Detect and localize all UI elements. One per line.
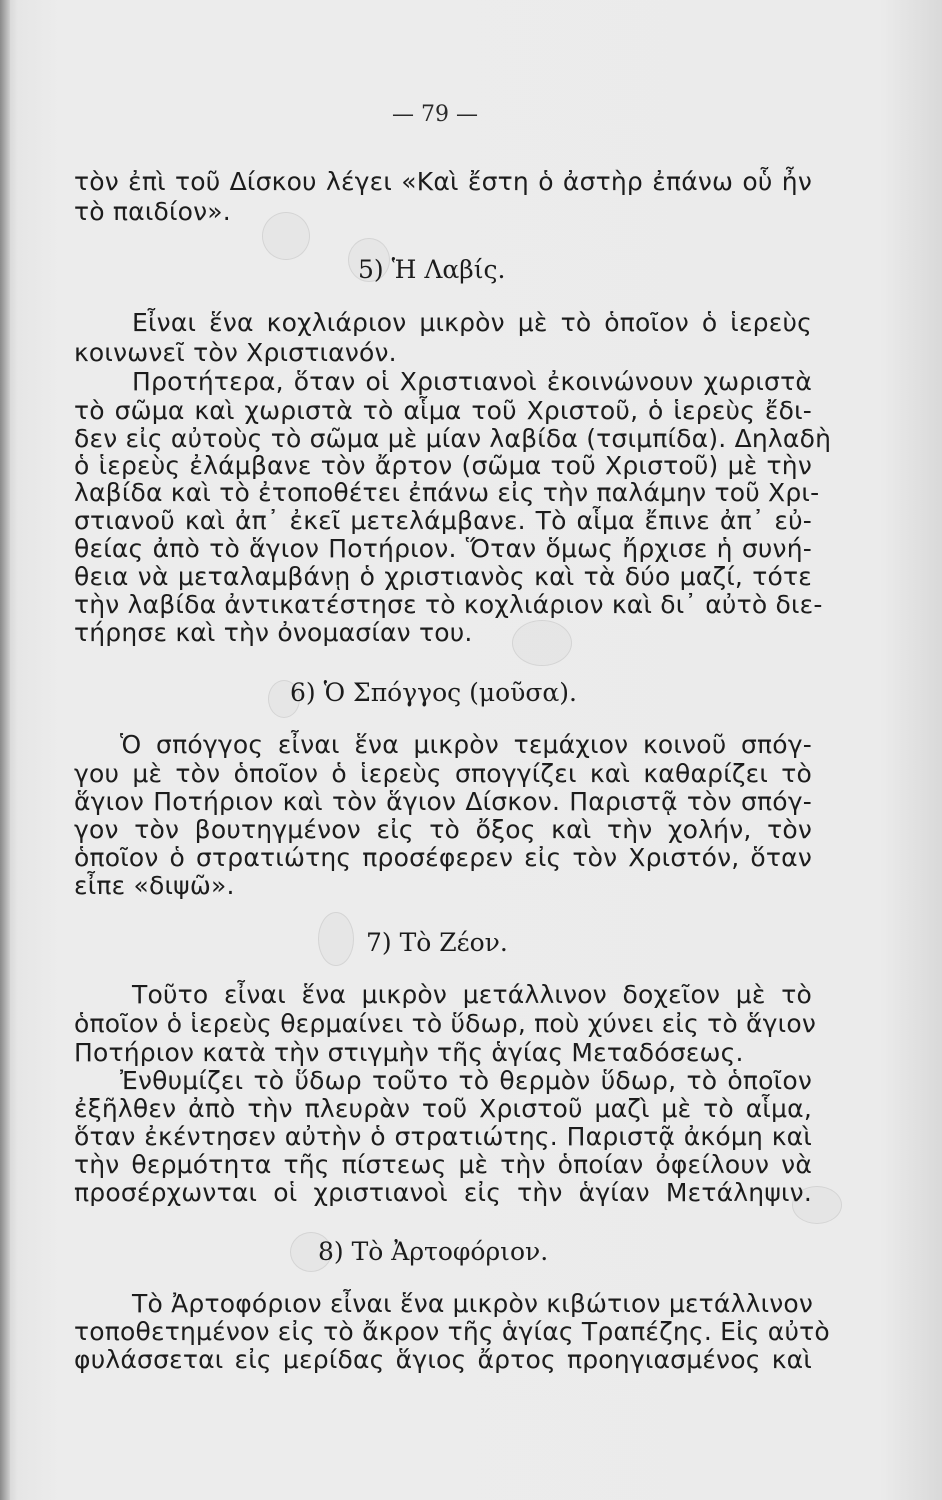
text-line: τὸν ἐπὶ τοῦ Δίσκου λέγει «Καὶ ἔστη ὁ ἀστὴρ ἐπάνω οὗ ἦν — [74, 167, 812, 196]
text-line: Προτήτερα, ὅταν οἱ Χριστιανοὶ ἐκοινώνουν χωριστὰ — [132, 367, 812, 396]
text-line: τὸ παιδίον». — [74, 197, 231, 226]
text-line: τὴν λαβίδα ἀντικατέστησε τὸ κοχλιάριον καὶ δι᾿ αὐτὸ διε- — [74, 590, 823, 619]
section-heading-8: 8) Τὸ Ἀρτοφόριον. — [318, 1237, 549, 1266]
text-line: θεια νὰ μεταλαμβάνῃ ὁ χριστιανὸς καὶ τὰ δύο μαζί, τότε — [74, 562, 812, 591]
text-line: τοποθετημένον εἰς τὸ ἄκρον τῆς ἁγίας Τραπέζης. Εἰς αὐτὸ — [74, 1317, 830, 1346]
text-line: Εἶναι ἕνα κοχλιάριον μικρὸν μὲ τὸ ὁποῖον ὁ ἱερεὺς — [132, 308, 812, 337]
text-line: τὴν θερμότητα τῆς πίστεως μὲ τὴν ὁποίαν ὀφείλουν νὰ — [74, 1150, 812, 1179]
text-line: λαβίδα καὶ τὸ ἐτοποθέτει ἐπάνω εἰς τὴν παλάμην τοῦ Χρι- — [74, 478, 820, 507]
text-line: στιανοῦ καὶ ἀπ᾿ ἐκεῖ μετελάμβανε. Τὸ αἷμα ἔπινε ἀπ᾿ εὐ- — [74, 506, 812, 535]
paper-stain — [318, 912, 354, 966]
text-line: ὁποῖον ὁ ἱερεὺς θερμαίνει τὸ ὕδωρ, ποὺ χύνει εἰς τὸ ἅγιον — [74, 1009, 816, 1038]
text-line: Τὸ Ἀρτοφόριον εἶναι ἕνα μικρὸν κιβώτιον μετάλλινον — [132, 1289, 814, 1318]
text-line: φυλάσσεται εἰς μερίδας ἅγιος ἄρτος προηγιασμένος καὶ — [74, 1345, 812, 1374]
text-line: ὅταν ἐκέντησεν αὐτὴν ὁ στρατιώτης. Παριστᾷ ἀκόμη καὶ — [74, 1122, 812, 1151]
text-line: κοινωνεῖ τὸν Χριστιανόν. — [74, 338, 397, 367]
text-line: ἐξῆλθεν ἀπὸ τὴν πλευρὰν τοῦ Χριστοῦ μαζὶ μὲ τὸ αἷμα, — [74, 1094, 812, 1123]
text-line: τήρησε καὶ τὴν ὀνομασίαν του. — [74, 618, 473, 647]
section-heading-6: 6) Ὁ Σπόγγος (μοῦσα). — [290, 678, 577, 707]
text-line: προσέρχωνται οἱ χριστιανοὶ εἰς τὴν ἁγίαν Μετάληψιν. — [74, 1178, 812, 1207]
text-line: γου μὲ τὸν ὁποῖον ὁ ἱερεὺς σπογγίζει καὶ καθαρίζει τὸ — [74, 759, 812, 788]
section-heading-5: 5) Ἡ Λαβίς. — [358, 255, 506, 284]
text-line: Ὁ σπόγγος εἶναι ἕνα μικρὸν τεμάχιον κοινοῦ σπόγ- — [120, 730, 812, 759]
text-line: Ἐνθυμίζει τὸ ὕδωρ τοῦτο τὸ θερμὸν ὕδωρ, τὸ ὁποῖον — [120, 1066, 812, 1095]
text-line: θείας ἀπὸ τὸ ἅγιον Ποτήριον. Ὅταν ὅμως ἤρχισε ἡ συνή- — [74, 534, 812, 563]
text-line: δεν εἰς αὐτοὺς τὸ σῶμα μὲ μίαν λαβίδα (τσιμπίδα). Δηλαδὴ — [74, 424, 832, 453]
text-line: ἅγιον Ποτήριον καὶ τὸν ἅγιον Δίσκον. Παριστᾷ τὸν σπόγ- — [74, 787, 812, 816]
text-line: ὁποῖον ὁ στρατιώτης προσέφερεν εἰς τὸν Χριστόν, ὅταν — [74, 843, 812, 872]
text-line: Τοῦτο εἶναι ἕνα μικρὸν μετάλλινον δοχεῖον μὲ τὸ — [132, 980, 812, 1009]
text-line: ὁ ἱερεὺς ἐλάμβανε τὸν ἄρτον (σῶμα τοῦ Χριστοῦ) μὲ τὴν — [74, 451, 812, 480]
text-line: γον τὸν βουτηγμένον εἰς τὸ ὄξος καὶ τὴν χολήν, τὸν — [74, 815, 812, 844]
paper-stain — [512, 620, 572, 666]
text-line: εἶπε «διψῶ». — [74, 871, 235, 900]
text-line: Ποτήριον κατὰ τὴν στιγμὴν τῆς ἁγίας Μεταδόσεως. — [74, 1038, 744, 1067]
text-line: τὸ σῶμα καὶ χωριστὰ τὸ αἷμα τοῦ Χριστοῦ, ὁ ἱερεὺς ἔδι- — [74, 396, 812, 425]
paper-stain — [262, 212, 310, 260]
section-heading-7: 7) Τὸ Ζέον. — [366, 928, 508, 957]
page-number: — 79 — — [392, 102, 478, 127]
page-binding-edge — [0, 0, 10, 1500]
